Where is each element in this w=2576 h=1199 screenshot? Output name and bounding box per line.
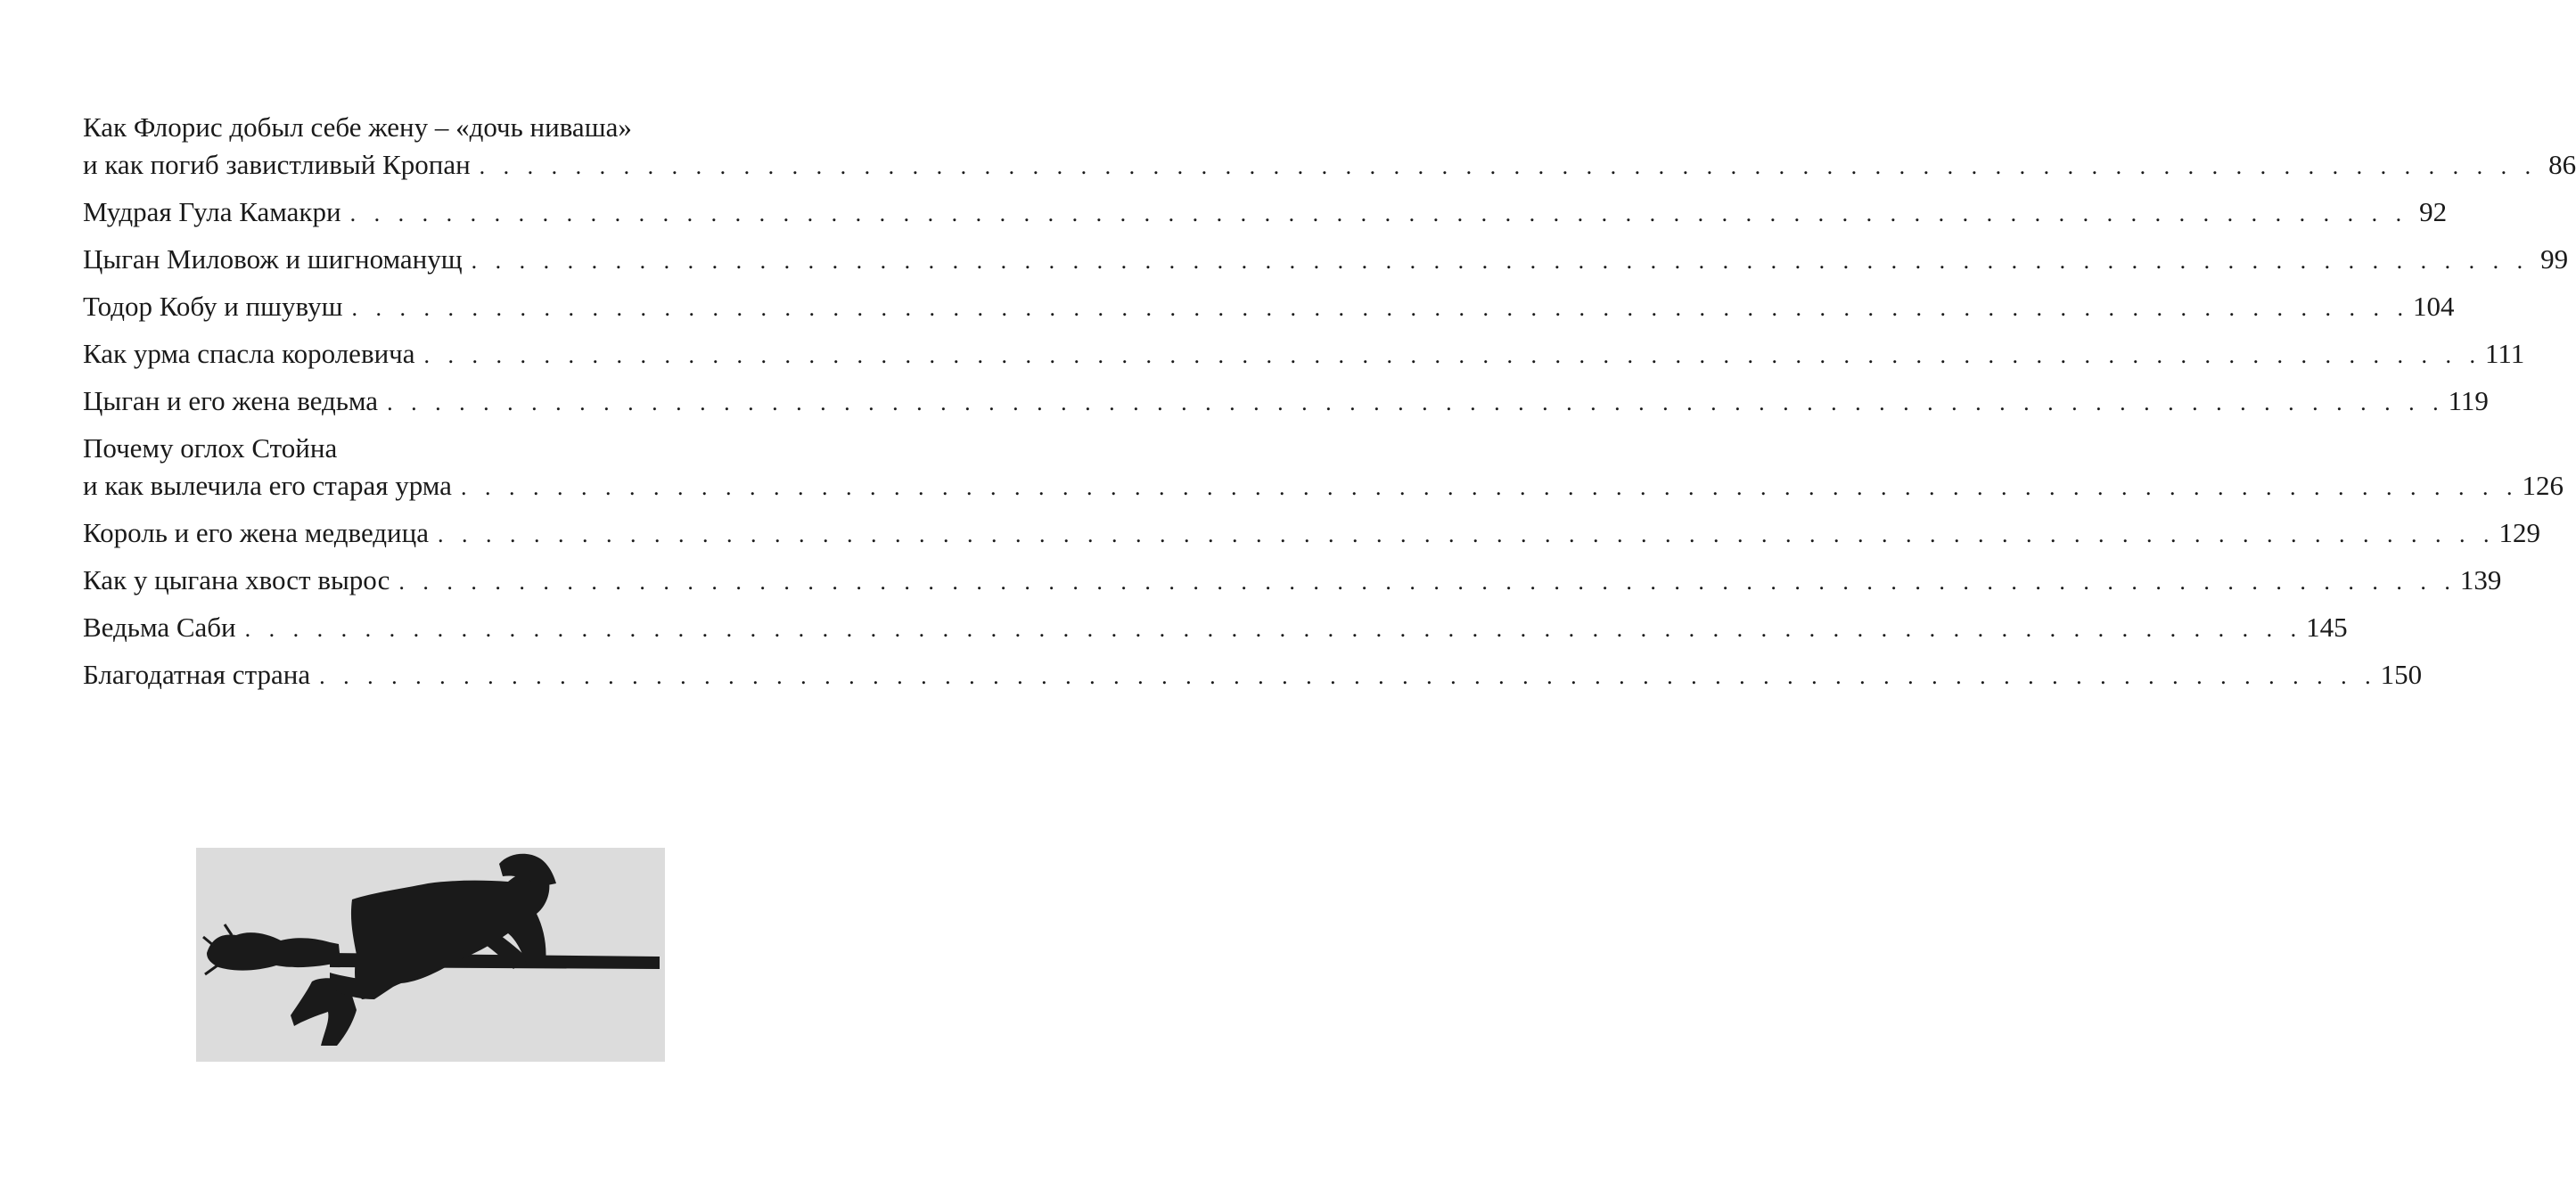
toc-entry-page-number: 104: [2412, 291, 2455, 322]
dot-leader: . . . . . . . . . . . . . . . . . . . . . . . . . . . . . . . . . . . . . . . . . . . . . . . . . . . . . . . . . . . . . . . . . . . . . . . . . . . . . . . . . . . . . .: [349, 201, 2408, 226]
toc-entry-page-number: 99: [2540, 243, 2569, 275]
toc-entry: [83, 382, 2489, 422]
toc-entry-title: Ведьма Саби: [83, 612, 236, 643]
toc-entry-page-number: 86: [2548, 149, 2576, 180]
toc-entry-row: [83, 562, 2502, 601]
toc-entry: [83, 193, 2448, 233]
toc-entry-page-number: 129: [2498, 517, 2540, 548]
toc-entry-title: и как погиб завистливый Кропан: [83, 149, 471, 180]
toc-entry-row: [83, 467, 2564, 506]
toc-entry-title: Благодатная страна: [83, 659, 311, 690]
toc-entry: [83, 288, 2455, 327]
toc-entry-row: [83, 335, 2525, 374]
dot-leader: . . . . . . . . . . . . . . . . . . . . . . . . . . . . . . . . . . . . . . . . . . . . . . . . . . . . . . . . . . . . . . . . . . . . . . . . . . . . . . . . . . . . . .: [471, 248, 2530, 274]
toc-entry-title: Мудрая Гула Камакри: [83, 196, 341, 227]
toc-entry: [83, 562, 2502, 601]
toc-entry-page-number: 145: [2306, 612, 2348, 643]
toc-entry-page-number: 111: [2485, 338, 2525, 369]
dot-leader: . . . . . . . . . . . . . . . . . . . . . . . . . . . . . . . . . . . . . . . . . . . . . . . . . . . . . . . . . . . . . . . . . . . . . . . . . . . . . . . . . . . . . .: [351, 295, 2409, 321]
toc-entry-title: и как вылечила его старая урма: [83, 470, 452, 501]
dot-leader: . . . . . . . . . . . . . . . . . . . . . . . . . . . . . . . . . . . . . . . . . . . . . . . . . . . . . . . . . . . . . . . . . . . . . . . . . . . . . . . . . . . . . .: [244, 616, 2303, 642]
dot-leader: . . . . . . . . . . . . . . . . . . . . . . . . . . . . . . . . . . . . . . . . . . . . . . . . . . . . . . . . . . . . . . . . . . . . . . . . . . . . . . . . . . . . . .: [438, 521, 2496, 547]
toc-entry-row: [83, 146, 2576, 185]
toc-entry-row: [83, 193, 2448, 233]
dot-leader: . . . . . . . . . . . . . . . . . . . . . . . . . . . . . . . . . . . . . . . . . . . . . . . . . . . . . . . . . . . . . . . . . . . . . . . . . . . . . . . . . . . . . .: [319, 663, 2377, 689]
toc-entry-row: [83, 241, 2569, 280]
toc-entry-title: Тодор Кобу и пшувуш: [83, 291, 343, 322]
toc-entry-title-line: Почему оглох Стойна: [83, 432, 338, 464]
toc-entry-page-number: 150: [2380, 659, 2423, 690]
toc-entry-page-number: 92: [2419, 196, 2448, 227]
toc-entry-row: [83, 609, 2348, 648]
toc-entry: [83, 656, 2423, 695]
toc-entry: [83, 609, 2348, 648]
toc-entry-title: Король и его жена медведица: [83, 517, 429, 548]
toc-entry-row: [83, 514, 2540, 554]
table-of-contents: [83, 109, 2576, 703]
toc-entry: [83, 430, 2564, 506]
dot-leader: . . . . . . . . . . . . . . . . . . . . . . . . . . . . . . . . . . . . . . . . . . . . . . . . . . . . . . . . . . . . . . . . . . . . . . . . . . . . . . . . . . . . . .: [398, 569, 2457, 595]
dot-leader: . . . . . . . . . . . . . . . . . . . . . . . . . . . . . . . . . . . . . . . . . . . . . . . . . . . . . . . . . . . . . . . . . . . . . . . . . . . . . . . . . . . . . .: [460, 474, 2519, 500]
toc-entry-title: Цыган и его жена ведьма: [83, 385, 379, 416]
witch-on-broom-icon: [196, 848, 665, 1062]
toc-entry-row: [83, 382, 2489, 422]
toc-entry-title-line: Как Флорис добыл себе жену – «дочь ниваша»: [83, 111, 632, 143]
toc-entry: [83, 514, 2540, 554]
toc-entry-page-number: 139: [2459, 564, 2502, 595]
dot-leader: . . . . . . . . . . . . . . . . . . . . . . . . . . . . . . . . . . . . . . . . . . . . . . . . . . . . . . . . . . . . . . . . . . . . . . . . . . . . . . . . . . . . . .: [479, 153, 2538, 179]
witch-silhouette-illustration: [196, 848, 665, 1062]
toc-entry: [83, 109, 2576, 185]
toc-entry-title: Как урма спасла королевича: [83, 338, 415, 369]
toc-entry-title: Цыган Миловож и шигноманущ: [83, 243, 463, 275]
toc-entry: [83, 241, 2569, 280]
dot-leader: . . . . . . . . . . . . . . . . . . . . . . . . . . . . . . . . . . . . . . . . . . . . . . . . . . . . . . . . . . . . . . . . . . . . . . . . . . . . . . . . . . . . . .: [423, 342, 2482, 368]
dot-leader: . . . . . . . . . . . . . . . . . . . . . . . . . . . . . . . . . . . . . . . . . . . . . . . . . . . . . . . . . . . . . . . . . . . . . . . . . . . . . . . . . . . . . .: [387, 390, 2445, 415]
toc-entry-row: [83, 288, 2455, 327]
toc-entry-page-number: 119: [2448, 385, 2489, 416]
toc-entry: [83, 335, 2525, 374]
toc-entry-title: Как у цыгана хвост вырос: [83, 564, 390, 595]
toc-entry-row: [83, 656, 2423, 695]
toc-entry-page-number: 126: [2522, 470, 2564, 501]
